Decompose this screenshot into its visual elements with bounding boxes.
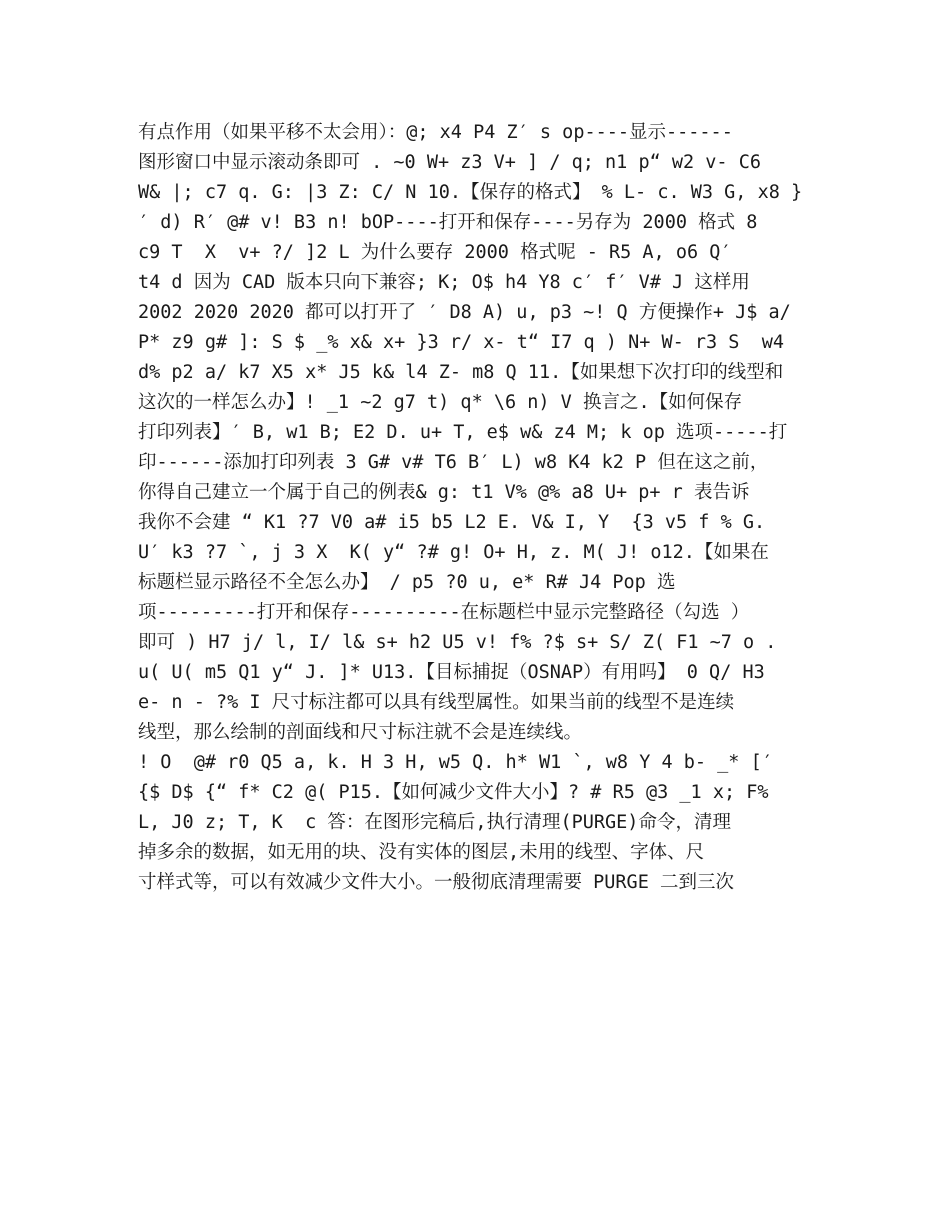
text-line: e- n - ?% I 尺寸标注都可以具有线型属性。如果当前的线型不是连续: [138, 692, 735, 713]
text-line: 图形窗口中显示滚动条即可 . ~0 W+ z3 V+ ] / q; n1 p“ w2 v- C6: [138, 152, 761, 173]
text-line: U′ k3 ?7 `, j 3 X K( y“ ?# g! O+ H, z. M( J! o12.【如果在: [138, 542, 769, 563]
text-line: 你得自己建立一个属于自己的例表& g: t1 V% @% a8 U+ p+ r 表告诉: [138, 482, 750, 503]
text-line: 这次的一样怎么办】! _1 ~2 g7 t) q* \6 n) V 换言之.【如何保存: [138, 392, 743, 413]
text-line: 线型，那么绘制的剖面线和尺寸标注就不会是连续线。: [138, 722, 583, 743]
text-line: c9 T X v+ ?/ ]2 L 为什么要存 2000 格式呢 - R5 A, o6 Q′: [138, 242, 732, 263]
text-line: ! O @# r0 Q5 a, k. H 3 H, w5 Q. h* W1 `, w8 Y 4 b- _* [′: [138, 752, 773, 773]
text-line: 掉多余的数据，如无用的块、没有实体的图层,未用的线型、字体、尺: [138, 842, 705, 863]
text-line: ′ d) R′ @# v! B3 n! bOP----打开和保存----另存为 2000 格式 8: [138, 212, 758, 233]
text-line: 即可 ) H7 j/ l, I/ l& s+ h2 U5 v! f% ?$ s+ S/ Z( F1 ~7 o .: [138, 632, 777, 653]
text-line: L, J0 z; T, K c 答：在图形完稿后,执行清理(PURGE)命令，清理: [138, 812, 731, 833]
text-line: 印------添加打印列表 3 G# v# T6 B′ L) w8 K4 k2 P 但在这之前，: [138, 452, 769, 473]
text-line: {$ D$ {“ f* C2 @( P15.【如何减少文件大小】? # R5 @3 _1 x; F%: [138, 782, 769, 803]
text-line: 打印列表】′ B, w1 B; E2 D. u+ T, e$ w& z4 M; k op 选项-----打: [138, 422, 788, 443]
text-line: t4 d 因为 CAD 版本只向下兼容; K; O$ h4 Y8 c′ f′ V# J 这样用: [138, 272, 750, 293]
text-line: 标题栏显示路径不全怎么办】 / p5 ?0 u, e* R# J4 Pop 选: [138, 572, 676, 593]
text-line: 有点作用（如果平移不太会用）：@; x4 P4 Z′ s op----显示------: [138, 122, 733, 143]
text-line: W& |; c7 q. G: |3 Z: C/ N 10.【保存的格式】 % L- c. W3 G, x8 }: [138, 182, 803, 203]
text-line: d% p2 a/ k7 X5 x* J5 k& l4 Z- m8 Q 11.【如果想下次打印的线型和: [138, 362, 784, 383]
text-line: P* z9 g# ]: S $ _% x& x+ }3 r/ x- t“ I7 q ) N+ W- r3 S w4: [138, 332, 785, 353]
text-line: 我你不会建 “ K1 ?7 V0 a# i5 b5 L2 E. V& I, Y {3 v5 f % G.: [138, 512, 766, 533]
body-text: [138, 118, 818, 898]
text-line: 2002 2020 2020 都可以打开了 ′ D8 A) u, p3 ~! Q 方便操作+ J$ a/: [138, 302, 791, 323]
text-line: u( U( m5 Q1 y“ J. ]* U13.【目标捕捉（OSNAP）有用吗】 0 Q/ H3: [138, 662, 765, 683]
text-line: 寸样式等，可以有效减少文件大小。一般彻底清理需要 PURGE 二到三次: [138, 872, 734, 893]
text-line: 项---------打开和保存----------在标题栏中显示完整路径（勾选 ）: [138, 602, 750, 623]
